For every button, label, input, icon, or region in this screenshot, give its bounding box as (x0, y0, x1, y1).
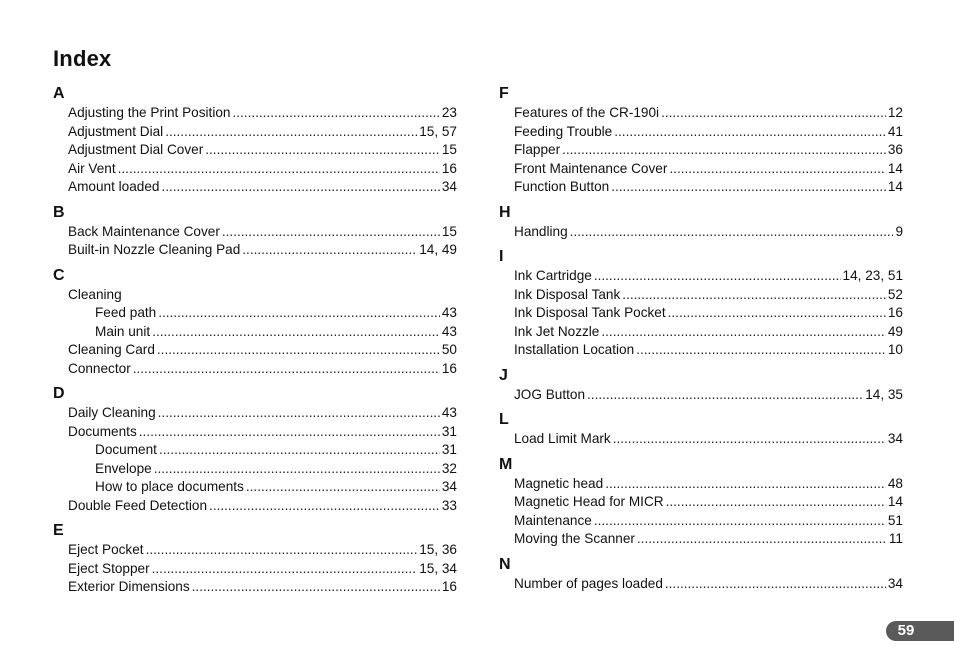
index-term: Ink Jet Nozzle (514, 323, 600, 339)
index-entry (53, 304, 457, 323)
index-entry (499, 178, 903, 197)
index-term: Ink Disposal Tank Pocket (514, 305, 666, 320)
index-entry (499, 575, 903, 594)
index-term: Eject Stopper (68, 560, 150, 576)
index-entry (53, 323, 457, 342)
index-page-ref: 14 (887, 160, 903, 176)
index-entry (53, 478, 457, 497)
index-page-ref: 43 (441, 323, 457, 339)
index-page-ref: 16 (441, 360, 457, 376)
index-entry (499, 512, 903, 531)
index-term: Front Maintenance Cover (514, 160, 668, 176)
index-letter-e: E (53, 522, 64, 539)
index-entry (499, 286, 903, 305)
index-entry (53, 241, 457, 260)
index-page-ref: 31 (441, 442, 457, 457)
page-number-badge (886, 621, 954, 641)
dot-leader (165, 123, 417, 142)
index-entry (53, 160, 457, 179)
dot-leader (613, 430, 886, 449)
index-entry (53, 223, 457, 242)
dot-leader (232, 104, 439, 123)
index-entry (53, 541, 457, 560)
index-term: Back Maintenance Cover (68, 223, 220, 239)
index-entry (499, 104, 903, 123)
dot-leader (601, 323, 886, 342)
index-term: Cleaning Card (68, 342, 155, 357)
index-term: Documents (68, 423, 137, 439)
index-term: Double Feed Detection (68, 497, 208, 513)
index-term: Features of the CR-190i (514, 105, 660, 120)
index-term: JOG Button (514, 386, 586, 402)
index-letter-a: A (53, 85, 65, 102)
dot-leader (242, 241, 417, 260)
index-page-ref: 52 (887, 286, 903, 302)
index-entry (53, 460, 457, 479)
dot-leader (139, 423, 440, 442)
dot-leader (159, 441, 440, 460)
index-entry (53, 404, 457, 423)
dot-leader (158, 404, 440, 423)
dot-leader (636, 341, 886, 360)
index-term: Function Button (514, 179, 610, 194)
dot-leader (152, 323, 440, 342)
index-entry (499, 475, 903, 494)
index-page-ref: 43 (441, 305, 457, 320)
index-column-right (499, 84, 903, 593)
index-entry (499, 223, 903, 242)
index-term: Cleaning (68, 286, 122, 302)
index-page-ref: 11 (888, 531, 903, 546)
index-letter-h: H (499, 203, 511, 221)
index-term: Number of pages loaded (514, 575, 663, 591)
index-term: Feeding Trouble (514, 123, 613, 139)
index-column-left (53, 84, 457, 597)
index-page-ref: 14, 23, 51 (842, 268, 903, 283)
dot-leader (668, 304, 886, 323)
dot-leader (614, 123, 886, 142)
index-term: Built-in Nozzle Cleaning Pad (68, 242, 241, 257)
index-page-ref: 34 (887, 431, 903, 446)
dot-leader (611, 178, 886, 197)
index-page-ref: 16 (441, 579, 457, 594)
dot-leader (669, 160, 885, 179)
index-entry (53, 341, 457, 360)
index-term: Connector (68, 360, 131, 376)
index-entry (499, 160, 903, 179)
index-term: Feed path (95, 305, 157, 320)
index-page-ref: 15 (441, 142, 457, 157)
index-term: Document (95, 442, 157, 457)
index-page-ref: 33 (441, 497, 457, 513)
index-entry (499, 304, 903, 323)
index-page-ref: 49 (887, 323, 903, 339)
index-page-ref: 32 (441, 460, 457, 476)
index-entry (53, 578, 457, 597)
dot-leader (222, 223, 440, 242)
index-entry (53, 360, 457, 379)
index-page-ref: 10 (887, 342, 903, 357)
index-entry (499, 493, 903, 512)
dot-leader (570, 223, 894, 242)
index-page-ref: 9 (895, 223, 903, 239)
index-term: Air Vent (68, 160, 116, 176)
dot-leader (157, 341, 440, 360)
index-page-ref: 15 (441, 223, 457, 239)
index-letter-n: N (499, 555, 511, 573)
index-letter-b: B (53, 203, 65, 221)
index-term: Ink Cartridge (514, 268, 592, 283)
index-entry (499, 123, 903, 142)
index-term: Ink Disposal Tank (514, 286, 621, 302)
index-letter-m: M (499, 455, 513, 473)
index-page-ref: 16 (441, 160, 457, 176)
index-letter-c: C (53, 266, 65, 284)
index-term: Flapper (514, 142, 561, 157)
index-term: Main unit (95, 323, 151, 339)
dot-leader (594, 512, 886, 531)
index-term: Amount loaded (68, 179, 160, 194)
dot-leader (146, 541, 418, 560)
index-entry (499, 430, 903, 449)
index-entry (499, 341, 903, 360)
index-page-ref: 34 (441, 479, 457, 494)
index-term: Adjustment Dial Cover (68, 142, 204, 157)
index-page-ref: 14 (887, 494, 903, 509)
dot-leader (205, 141, 440, 160)
index-entry (53, 441, 457, 460)
index-term: Handling (514, 223, 568, 239)
dot-leader (154, 460, 440, 479)
page-title: Index (53, 46, 112, 71)
index-entry (499, 323, 903, 342)
dot-leader (133, 360, 440, 379)
index-page-ref: 15, 57 (419, 123, 457, 139)
index-page-ref: 34 (887, 575, 903, 591)
dot-leader (158, 304, 440, 323)
dot-leader (594, 267, 841, 286)
index-term: Moving the Scanner (514, 531, 635, 546)
index-term: Daily Cleaning (68, 405, 156, 420)
index-entry (499, 141, 903, 160)
index-page-ref: 14, 35 (865, 386, 903, 402)
index-term: Eject Pocket (68, 542, 144, 557)
index-entry (53, 178, 457, 197)
index-page-ref: 14 (887, 179, 903, 194)
index-page-ref: 34 (441, 179, 457, 194)
index-term: How to place documents (95, 479, 244, 494)
index-letter-i: I (499, 248, 504, 265)
index-entry (53, 286, 457, 305)
index-entry (53, 123, 457, 142)
index-letter-f: F (499, 85, 509, 102)
index-term: Exterior Dimensions (68, 579, 190, 594)
dot-leader (637, 530, 887, 549)
index-page-ref: 41 (887, 123, 903, 139)
index-term: Magnetic head (514, 475, 604, 491)
index-page-ref: 43 (441, 405, 457, 420)
dot-leader (605, 475, 886, 494)
dot-leader (665, 575, 886, 594)
index-term: Installation Location (514, 342, 635, 357)
index-page-ref: 50 (441, 342, 457, 357)
index-page-ref: 36 (887, 142, 903, 157)
dot-leader (192, 578, 440, 597)
dot-leader (152, 560, 418, 579)
dot-leader (562, 141, 886, 160)
index-page-ref: 12 (887, 105, 903, 120)
index-page-ref: 15, 34 (419, 560, 457, 576)
index-page-ref: 48 (887, 475, 903, 491)
index-letter-d: D (53, 385, 65, 402)
index-entry (53, 104, 457, 123)
index-page-ref: 31 (441, 423, 457, 439)
dot-leader (661, 104, 886, 123)
index-entry (499, 267, 903, 286)
index-entry (53, 497, 457, 516)
dot-leader (622, 286, 886, 305)
index-term: Load Limit Mark (514, 431, 611, 446)
index-term: Adjusting the Print Position (68, 105, 231, 120)
index-entry (53, 423, 457, 442)
index-entry (53, 141, 457, 160)
index-term: Magnetic Head for MICR (514, 494, 664, 509)
index-page-ref: 16 (887, 305, 903, 320)
index-page-ref: 51 (887, 512, 903, 528)
index-term: Adjustment Dial (68, 123, 164, 139)
dot-leader (666, 493, 886, 512)
index-letter-l: L (499, 411, 509, 428)
index-page-ref: 14, 49 (419, 242, 457, 257)
index-letter-j: J (499, 366, 508, 384)
index-page-ref: 23 (441, 105, 457, 120)
index-entry (499, 386, 903, 405)
dot-leader (587, 386, 863, 405)
index-term: Envelope (95, 460, 152, 476)
page-number: 59 (897, 622, 915, 639)
dot-leader (118, 160, 440, 179)
index-term: Maintenance (514, 512, 592, 528)
index-page-ref: 15, 36 (419, 542, 457, 557)
index-entry (53, 560, 457, 579)
dot-leader (161, 178, 439, 197)
index-entry (499, 530, 903, 549)
dot-leader (246, 478, 440, 497)
dot-leader (209, 497, 440, 516)
